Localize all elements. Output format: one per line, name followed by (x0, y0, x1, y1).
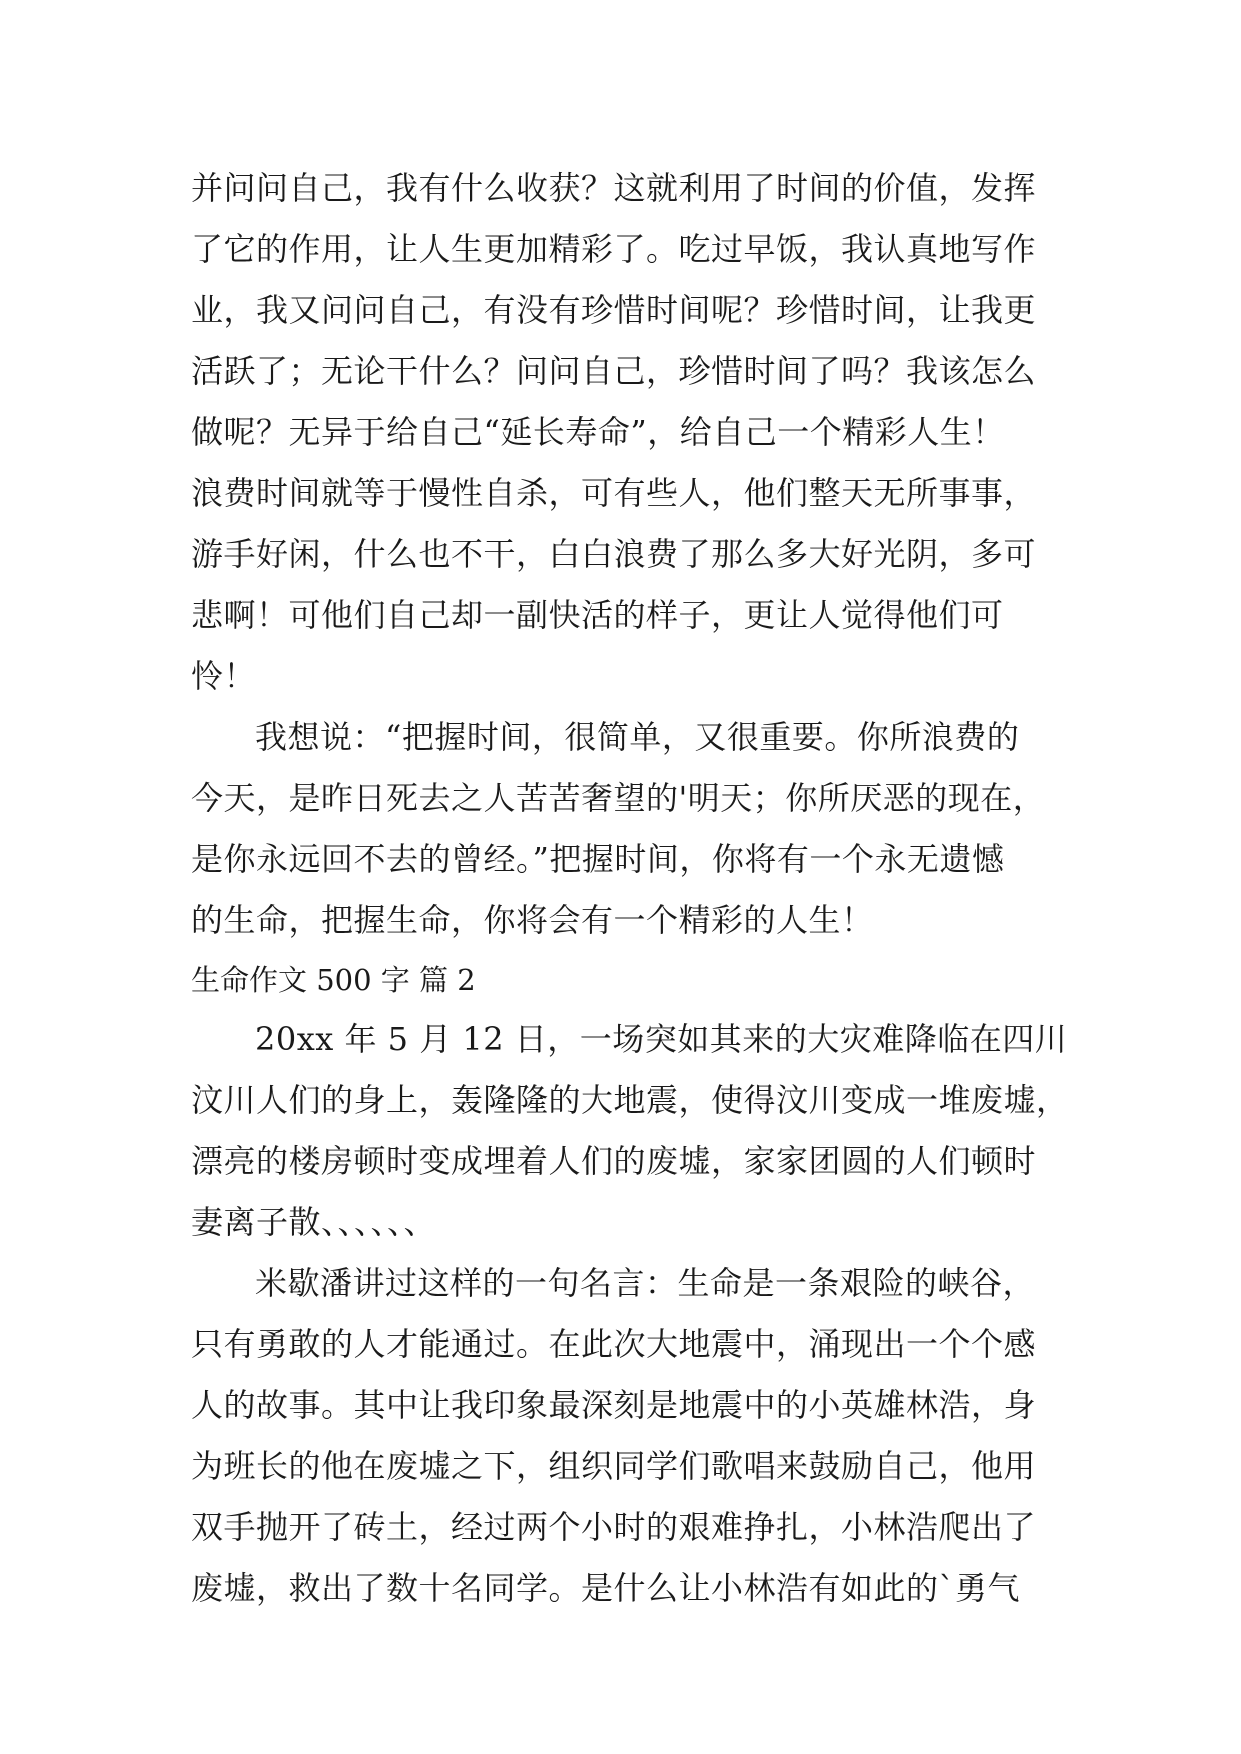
text-line: 游手好闲，什么也不干，白白浪费了那么多大好光阴，多可 (191, 535, 1037, 573)
text-line: 为班长的他在废墟之下，组织同学们歌唱来鼓励自己，他用 (191, 1447, 1037, 1485)
text-line: 妻离子散、、、、、、 (191, 1203, 437, 1241)
paragraph-1 (191, 158, 1051, 707)
text-line: 双手抛开了砖土，经过两个小时的艰难挣扎，小林浩爬出了 (191, 1508, 1037, 1546)
text-line: 人的故事。其中让我印象最深刻是地震中的小英雄林浩，身 (191, 1386, 1037, 1424)
text-line: 今天，是昨日死去之人苦苦奢望的'明天；你所厌恶的现在， (191, 779, 1046, 817)
text-line: 做呢？无异于给自己“延长寿命”，给自己一个精彩人生！ (191, 413, 1005, 451)
paragraph-3 (191, 1009, 1069, 1253)
text-line: 漂亮的楼房顿时变成埋着人们的废墟，家家团圆的人们顿时 (191, 1142, 1037, 1180)
text-line: 废墟，救出了数十名同学。是什么让小林浩有如此的`勇气 (191, 1569, 1021, 1607)
text-line: 怜！ (191, 657, 257, 695)
text-line: 了它的作用，让人生更加精彩了。吃过早饭，我认真地写作 (191, 230, 1037, 268)
text-line: 并问问自己，我有什么收获？这就利用了时间的价值，发挥 (191, 169, 1037, 207)
text-line: 活跃了；无论干什么？问问自己，珍惜时间了吗？我该怎么 (191, 352, 1037, 390)
text-line: 的生命，把握生命，你将会有一个精彩的人生！ (191, 901, 874, 939)
section-heading: 生命作文 500 字 篇 2 (191, 963, 476, 997)
document-body (191, 158, 1069, 1619)
text-line: 20xx 年 5 月 12 日，一场突如其来的大灾难降临在四川 (255, 1020, 1068, 1058)
paragraph-2 (191, 707, 1051, 951)
text-line: 只有勇敢的人才能通过。在此次大地震中，涌现出一个个感 (191, 1325, 1037, 1363)
text-line: 我想说：“把握时间，很简单，又很重要。你所浪费的 (255, 718, 1020, 756)
text-line: 业，我又问问自己，有没有珍惜时间呢？珍惜时间，让我更 (191, 291, 1037, 329)
paragraph-4 (191, 1253, 1051, 1619)
text-line: 米歇潘讲过这样的一句名言：生命是一条艰险的峡谷， (255, 1264, 1036, 1302)
text-line: 是你永远回不去的曾经。”把握时间，你将有一个永无遗憾 (191, 840, 1005, 878)
text-line: 悲啊！可他们自己却一副快活的样子，更让人觉得他们可 (191, 596, 1004, 634)
text-line: 汶川人们的身上，轰隆隆的大地震，使得汶川变成一堆废墟， (191, 1081, 1069, 1119)
text-line: 浪费时间就等于慢性自杀，可有些人，他们整天无所事事， (191, 474, 1037, 512)
